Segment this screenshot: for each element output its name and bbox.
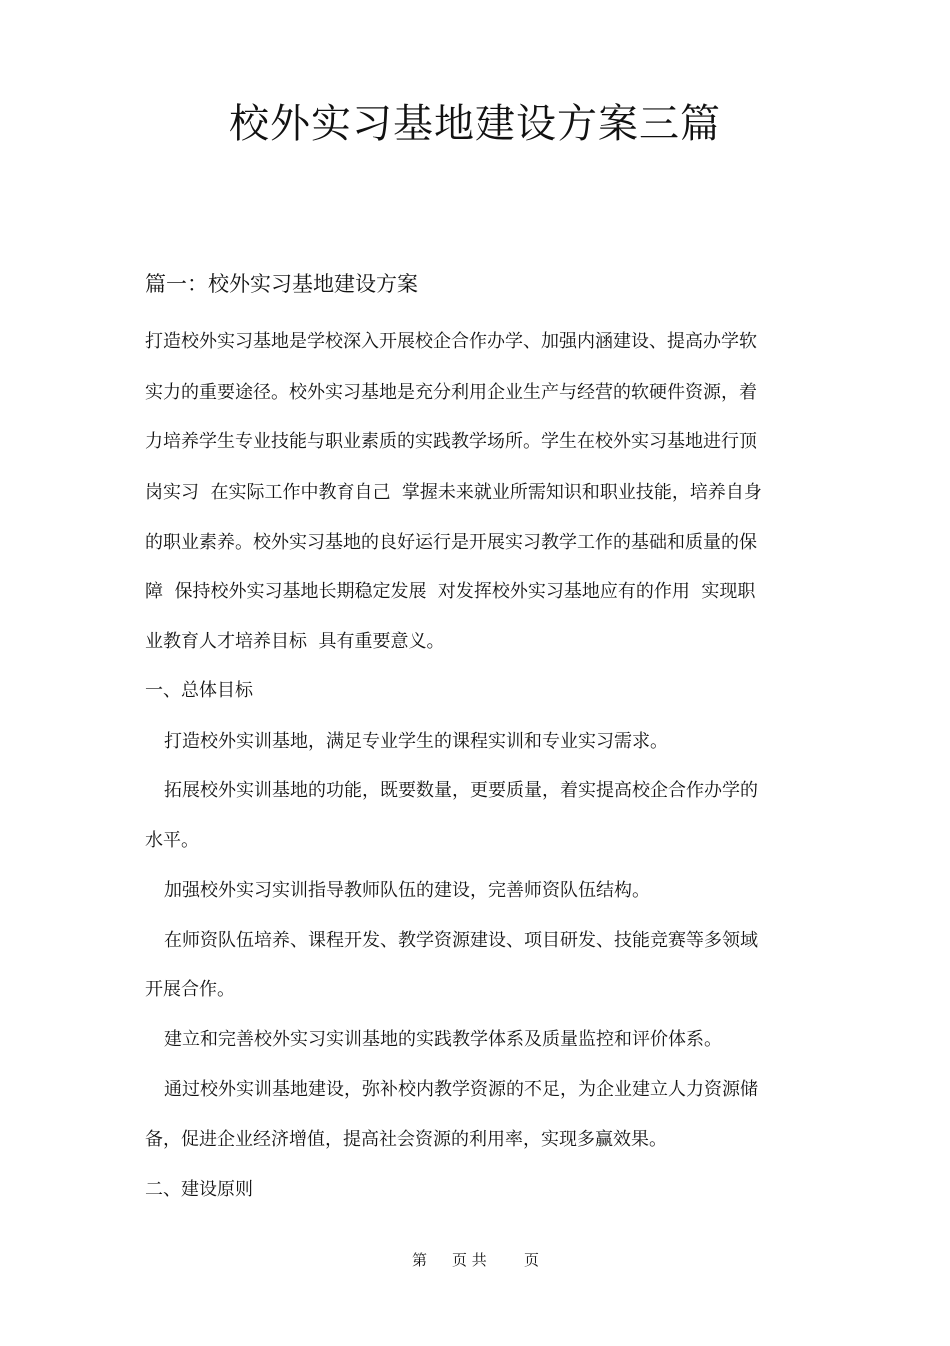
paragraph-line: 水平。 — [145, 830, 199, 851]
paragraph-line: 加强校外实习实训指导教师队伍的建设，完善师资队伍结构。 — [164, 880, 650, 901]
paragraph-line: 开展合作。 — [145, 979, 235, 1000]
paragraph-line: 岗实习 在实际工作中教育自己 掌握未来就业所需知识和职业技能，培养自身 — [145, 482, 762, 503]
paragraph-line: 通过校外实训基地建设，弥补校内教学资源的不足，为企业建立人力资源储 — [164, 1079, 758, 1100]
footer-page-suffix: 页 — [524, 1251, 540, 1269]
paragraph-line: 业教育人才培养目标 具有重要意义。 — [145, 631, 445, 652]
footer-total-label: 页 共 — [452, 1251, 487, 1269]
paragraph-line: 在师资队伍培养、课程开发、教学资源建设、项目研发、技能竞赛等多领域 — [164, 930, 758, 951]
subsection-heading: 一、总体目标 — [145, 680, 253, 701]
paragraph-line: 力培养学生专业技能与职业素质的实践教学场所。学生在校外实习基地进行顶 — [145, 431, 757, 452]
section-heading: 篇一：校外实习基地建设方案 — [145, 272, 418, 296]
paragraph-line: 建立和完善校外实习实训基地的实践教学体系及质量监控和评价体系。 — [164, 1029, 722, 1050]
paragraph-line: 拓展校外实训基地的功能，既要数量，更要质量，着实提高校企合作办学的 — [164, 780, 758, 801]
paragraph-line: 打造校外实训基地，满足专业学生的课程实训和专业实习需求。 — [164, 731, 668, 752]
footer-page-label: 第 — [412, 1251, 428, 1269]
paragraph-line: 的职业素养。校外实习基地的良好运行是开展实习教学工作的基础和质量的保 — [145, 532, 757, 553]
paragraph-line: 备，促进企业经济增值，提高社会资源的利用率，实现多赢效果。 — [145, 1129, 667, 1150]
paragraph-line: 实力的重要途径。校外实习基地是充分利用企业生产与经营的软硬件资源，着 — [145, 382, 757, 403]
subsection-heading: 二、建设原则 — [145, 1179, 253, 1200]
paragraph-line: 障 保持校外实习基地长期稳定发展 对发挥校外实习基地应有的作用 实现职 — [145, 581, 756, 602]
paragraph-line: 打造校外实习基地是学校深入开展校企合作办学、加强内涵建设、提高办学软 — [145, 331, 757, 352]
document-title: 校外实习基地建设方案三篇 — [229, 101, 721, 147]
